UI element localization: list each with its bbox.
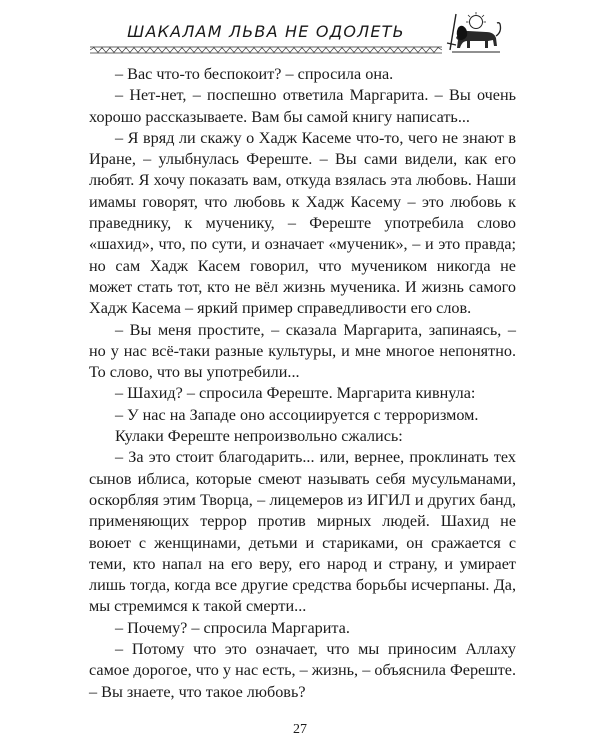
main-text [89,64,516,703]
header-ornament-rule [90,46,442,54]
lion-emblem-icon [442,10,504,56]
paragraph: – Потому что это означает, что мы приносим Аллаху самое дорогое, что у нас есть, – жизнь, – объяснила Фереште. – Вы знаете, что такое любовь? [89,640,516,701]
paragraph: – У нас на Западе оно ассоциируется с терроризмом. [115,405,479,424]
running-title: ШАКАЛАМ ЛЬВА НЕ ОДОЛЕТЬ [127,22,405,41]
paragraph: – Я вряд ли скажу о Хадж Касеме что-то, чего не знают в Иране, – улыбнулась Фереште. – Вы сами видели, как его любят. Я хочу показать вам, откуда взялась эта любовь. Наши имамы говорят, что любовь к Хадж Касему – это любовь к праведнику, к мученику, – Фереште употребила слово «шахид», что, по сути, и означает «мученик», – и это правда; но сам Хадж Касем говорил, что мучеником никогда не может стать тот, кто не вёл жизнь мученика. И жизнь самого Хадж Касема – яркий пример справедливости его слов. [89,128,516,318]
paragraph: – Вы меня простите, – сказала Маргарита, запинаясь, – но у нас всё-таки разные культуры, и мне многое непонятно. То слово, что вы употребили... [89,320,516,382]
paragraph: – Шахид? – спросила Фереште. Маргарита кивнула: [115,384,476,403]
paragraph: – Вас что-то беспокоит? – спросила она. [115,65,394,83]
paragraph: – Почему? – спросила Маргарита. [115,618,350,637]
paragraph: – Нет-нет, – поспешно ответила Маргарита. – Вы очень хорошо рассказываете. Вам бы самой книгу написать... [89,86,516,126]
page-number: 27 [293,722,307,737]
running-header [90,8,510,60]
paragraph: – За это стоит благодарить... или, вернее, проклинать тех сынов иблиса, которые смеют называть себя мусульманами, оскорбляя этим Творца, – лицемеров из ИГИЛ и других банд, применяющих террор против мирных людей. Шахид не воюет с женщинами, детьми и стариками, он сражается с теми, кто напал на его веру, его народ и страну, и умирает лишь тогда, когда все другие средства борьбы исчерпаны. Да, мы стремимся к такой смерти... [89,448,516,616]
paragraph: Кулаки Фереште непроизвольно сжались: [115,427,403,446]
